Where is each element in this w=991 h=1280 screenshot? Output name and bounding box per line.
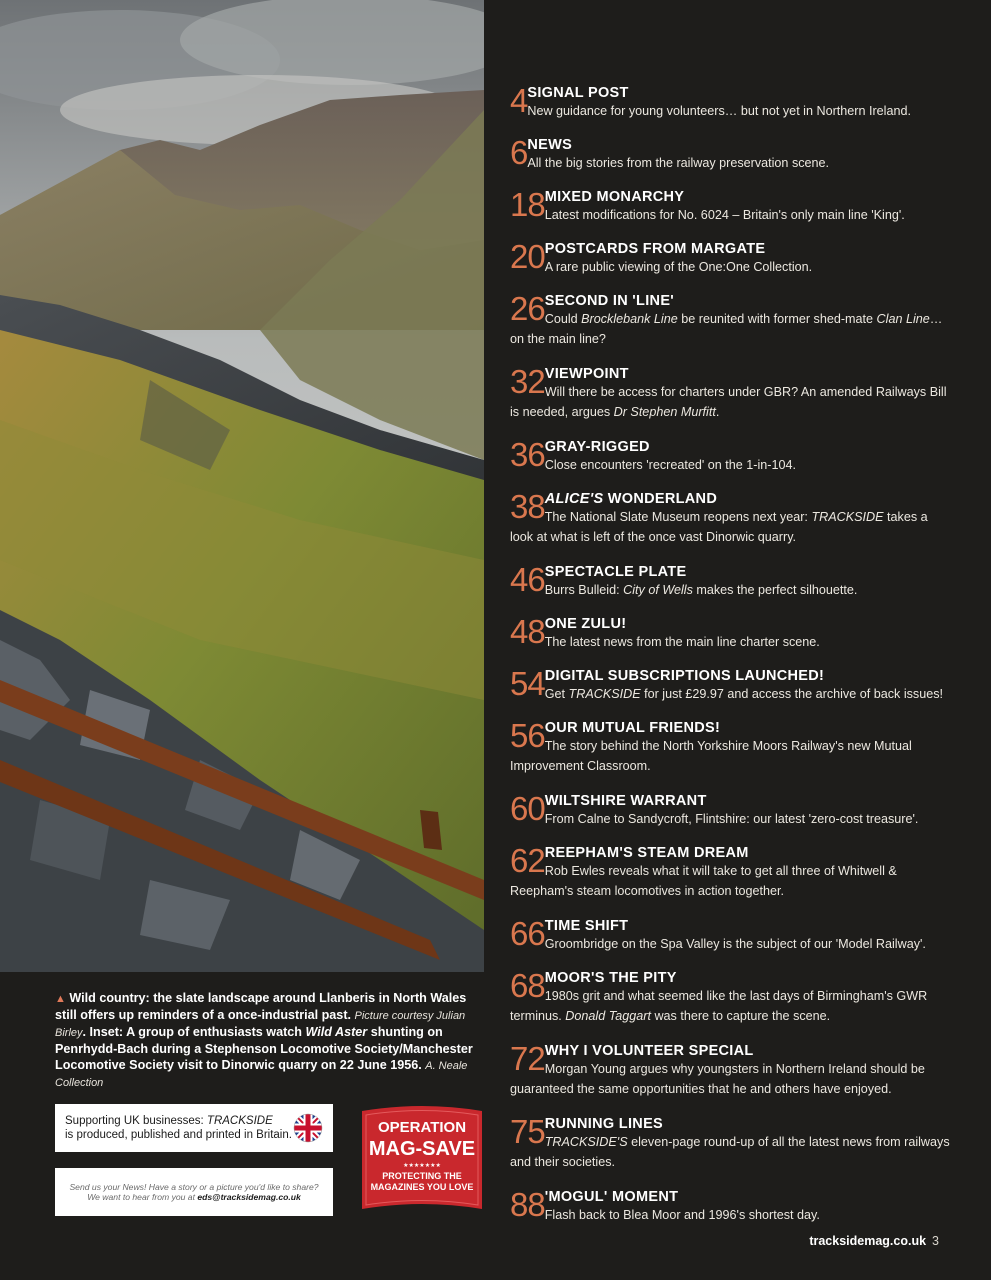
caption-credit-2: A. Neale Collection	[55, 1060, 468, 1089]
entry-title: VIEWPOINT	[544, 366, 629, 382]
contents-entry-digital-subscriptions[interactable]	[510, 667, 950, 719]
page-number: 75	[510, 1113, 545, 1150]
magsave-line2: MAG-SAVE	[368, 1138, 476, 1160]
entry-description: Morgan Young argues why youngsters in Northern Ireland should be guaranteed the same opportunities that he and others have enjoyed.	[510, 1062, 925, 1096]
entry-title: MOOR'S THE PITY	[544, 970, 677, 986]
entry-description: Close encounters 'recreated' on the 1-in-104.	[544, 458, 796, 472]
page-footer	[809, 1234, 939, 1248]
entry-title: WILTSHIRE WARRANT	[544, 793, 707, 809]
page-number: 60	[510, 790, 545, 827]
entry-description: Groombridge on the Spa Valley is the subject of our 'Model Railway'.	[544, 937, 926, 951]
page-number: 46	[510, 561, 545, 598]
magsave-stars: ★★★★★★★	[403, 1162, 441, 1169]
uk-support-box	[55, 1104, 333, 1152]
contents-entry-wiltshire-warrant[interactable]	[510, 792, 950, 844]
entry-description: Flash back to Blea Moor and 1996's shortest day.	[544, 1208, 820, 1222]
page-number: 48	[510, 613, 545, 650]
caption-part2b: shunting on Penrhydd-Bach during a Stephenson Locomotive Society/Manchester Locomotive Society visit to Dinorwic quarry on 22 June 1956.	[55, 1025, 473, 1072]
contents-entry-reephams-steam-dream[interactable]	[510, 844, 950, 917]
entry-description: The latest news from the main line charter scene.	[544, 635, 820, 649]
contents-entry-viewpoint[interactable]	[510, 365, 950, 438]
support-brand: TRACKSIDE	[206, 1115, 273, 1127]
entry-title: ALICE'S WONDERLAND	[544, 491, 718, 507]
page-number: 56	[510, 717, 545, 754]
entry-title: 'MOGUL' MOMENT	[544, 1189, 679, 1205]
contents-entry-our-mutual-friends[interactable]	[510, 719, 950, 792]
entry-description: All the big stories from the railway preservation scene.	[527, 156, 830, 170]
page-number: 68	[510, 967, 545, 1004]
website-link[interactable]: tracksidemag.co.uk	[809, 1234, 927, 1248]
contents-entry-moors-the-pity[interactable]	[510, 969, 950, 1042]
caption-credit-1: Picture courtesy Julian Birley	[55, 1010, 466, 1039]
page-number: 36	[510, 436, 545, 473]
entry-description: The National Slate Museum reopens next year: TRACKSIDE takes a look at what is left of the once vast Dinorwic quarry.	[510, 510, 928, 544]
magsave-line3: PROTECTING THE	[382, 1171, 462, 1181]
entry-title: OUR MUTUAL FRIENDS!	[544, 720, 721, 736]
contents-entry-spectacle-plate[interactable]	[510, 563, 950, 615]
contents-list	[510, 84, 950, 1240]
contents-entry-postcards-from-margate[interactable]	[510, 240, 950, 292]
caption-loco-name: Wild Aster	[305, 1025, 368, 1039]
contents-entry-one-zulu[interactable]	[510, 615, 950, 667]
support-line1-prefix: Supporting UK businesses:	[65, 1115, 207, 1127]
contents-entry-running-lines[interactable]	[510, 1115, 950, 1188]
magsave-line4: MAGAZINES YOU LOVE	[370, 1182, 474, 1192]
page-number: 18	[510, 186, 545, 223]
entry-title: REEPHAM'S STEAM DREAM	[544, 845, 749, 861]
send-news-text: Send us your News! Have a story or a picture you'd like to share? We want to hear from you at	[69, 1182, 319, 1202]
contents-entry-second-in-line[interactable]	[510, 292, 950, 365]
entry-title: GRAY-RIGGED	[544, 439, 650, 455]
contents-entry-signal-post[interactable]	[510, 84, 950, 136]
photo-caption	[55, 990, 487, 1091]
entry-description: New guidance for young volunteers… but not yet in Northern Ireland.	[527, 104, 911, 118]
entry-description: TRACKSIDE'S eleven-page round-up of all the latest news from railways and their societies.	[510, 1135, 950, 1169]
page-number: 72	[510, 1040, 545, 1077]
entry-description: Burrs Bulleid: City of Wells makes the perfect silhouette.	[544, 583, 858, 597]
caption-part2a: . Inset: A group of enthusiasts watch	[82, 1025, 306, 1039]
entry-title: SIGNAL POST	[527, 85, 629, 101]
support-line2: is produced, published and printed in Britain.	[65, 1129, 292, 1141]
entry-title: TIME SHIFT	[544, 918, 629, 934]
send-news-box	[55, 1168, 333, 1216]
caption-triangle-icon: ▲	[55, 993, 66, 1005]
landscape-photo	[0, 0, 484, 972]
entry-title: ONE ZULU!	[544, 616, 627, 632]
entry-title: MIXED MONARCHY	[544, 189, 685, 205]
contents-entry-mogul-moment[interactable]	[510, 1188, 950, 1240]
entry-description: A rare public viewing of the One:One Collection.	[544, 260, 813, 274]
page-number: 4	[510, 82, 528, 119]
magsave-line1: OPERATION	[377, 1119, 467, 1136]
contents-entry-alices-wonderland[interactable]	[510, 490, 950, 563]
page-number: 62	[510, 842, 545, 879]
entry-description: Rob Ewles reveals what it will take to get all three of Whitwell & Reepham's steam locomotives in action together.	[510, 864, 897, 898]
page-number: 66	[510, 915, 545, 952]
page-number: 6	[510, 134, 528, 171]
contents-entry-time-shift[interactable]	[510, 917, 950, 969]
slate-landscape-illustration	[0, 0, 484, 972]
union-flag-icon	[293, 1113, 323, 1143]
entry-title: WHY I VOLUNTEER SPECIAL	[544, 1043, 754, 1059]
contents-entry-why-i-volunteer[interactable]	[510, 1042, 950, 1115]
caption-part1: Wild country: the slate landscape around Llanberis in North Wales still offers up reminders of a once-industrial past.	[55, 991, 467, 1022]
contents-entry-gray-rigged[interactable]	[510, 438, 950, 490]
entry-title: RUNNING LINES	[544, 1116, 664, 1132]
page-number: 38	[510, 488, 545, 525]
entry-title: SPECTACLE PLATE	[544, 564, 687, 580]
entry-title: NEWS	[527, 137, 573, 153]
entry-description: Could Brocklebank Line be reunited with former shed-mate Clan Line… on the main line?	[510, 312, 943, 346]
page-number: 32	[510, 363, 545, 400]
page-number: 26	[510, 290, 545, 327]
entry-description: Get TRACKSIDE for just £29.97 and access the archive of back issues!	[544, 687, 944, 701]
entry-description: Latest modifications for No. 6024 – Britain's only main line 'King'.	[544, 208, 905, 222]
entry-title: SECOND IN 'LINE'	[544, 293, 675, 309]
contents-entry-mixed-monarchy[interactable]	[510, 188, 950, 240]
contents-entry-news[interactable]	[510, 136, 950, 188]
entry-description: 1980s grit and what seemed like the last days of Birmingham's GWR terminus. Donald Taggart was there to capture the scene.	[510, 989, 928, 1023]
page-number: 20	[510, 238, 545, 275]
page-number: 54	[510, 665, 545, 702]
page-folio: 3	[932, 1234, 939, 1248]
entry-title: POSTCARDS FROM MARGATE	[544, 241, 766, 257]
entry-title: DIGITAL SUBSCRIPTIONS LAUNCHED!	[544, 668, 825, 684]
entry-description: Will there be access for charters under GBR? An amended Railways Bill is needed, argues Dr Stephen Murfitt.	[510, 385, 947, 419]
page-number: 88	[510, 1186, 545, 1223]
entry-description: From Calne to Sandycroft, Flintshire: our latest 'zero-cost treasure'.	[544, 812, 919, 826]
entry-description: The story behind the North Yorkshire Moors Railway's new Mutual Improvement Classroom.	[510, 739, 912, 773]
operation-mag-save-badge	[360, 1105, 484, 1215]
editor-email-link[interactable]: eds@tracksidemag.co.uk	[197, 1192, 301, 1202]
